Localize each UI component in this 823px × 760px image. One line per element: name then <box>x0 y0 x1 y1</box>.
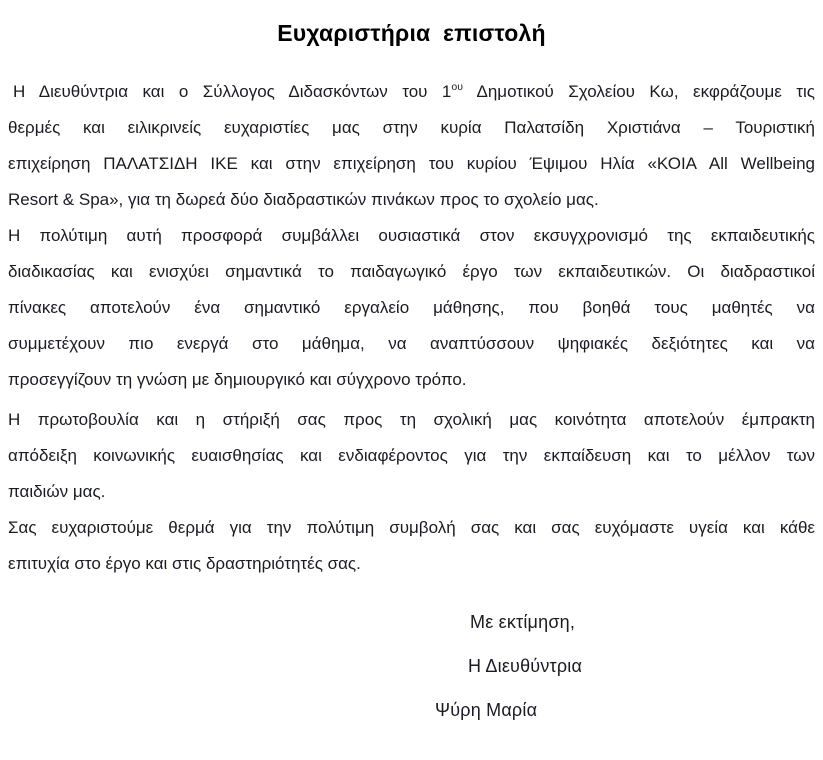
text-line: Η πρωτοβουλία και η στήριξή σας προς τη σχολική μας κοινότητα αποτελούν έμπρακτη <box>8 410 815 429</box>
text-line: διαδικασίας και ενισχύει σημαντικά το παιδαγωγικό έργο των εκπαιδευτικών. Οι διαδραστικοί <box>8 262 815 281</box>
text-line: συμμετέχουν πιο ενεργά στο μάθημα, να αναπτύσσουν ψηφιακές δεξιότητες και να <box>8 334 815 353</box>
text-line: Η πολύτιμη αυτή προσφορά συμβάλλει ουσιαστικά στον εκσυγχρονισμό της εκπαιδευτικής <box>8 226 815 245</box>
paragraph-2 <box>8 218 815 398</box>
text-line <box>8 74 815 110</box>
signatory-name: Ψύρη Μαρία <box>435 700 538 720</box>
text-line: απόδειξη κοινωνικής ευαισθησίας και ενδιαφέροντος για την εκπαίδευση και το μέλλον των <box>8 446 815 465</box>
thank-you-letter <box>0 16 823 760</box>
text-line: παιδιών μας. <box>8 482 106 501</box>
paragraph-4 <box>8 510 815 582</box>
paragraph-1 <box>8 74 815 218</box>
text-line: Σας ευχαριστούμε θερμά για την πολύτιμη συμβολή σας και σας ευχόμαστε υγεία και κάθε <box>8 518 815 537</box>
letter-title: Ευχαριστήρια επιστολή <box>277 20 546 46</box>
ordinal-superscript: ου <box>451 81 463 93</box>
text-segment: Δημοτικού Σχολείου Κω, εκφράζουμε τις <box>462 82 815 101</box>
text-line: θερμές και ειλικρινείς ευχαριστίες μας στην κυρία Παλατσίδη Χριστιάνα – Τουριστική <box>8 118 815 137</box>
letter-body <box>8 74 815 732</box>
signature-block <box>8 600 815 732</box>
text-segment: Η Διευθύντρια και ο Σύλλογος Διδασκόντων του 1 <box>13 82 452 101</box>
text-line: επιτυχία στο έργο και στις δραστηριότητές σας. <box>8 554 361 573</box>
document-page <box>0 16 823 760</box>
signatory-role: Η Διευθύντρια <box>468 656 583 676</box>
paragraph-3 <box>8 402 815 510</box>
closing-salutation: Με εκτίμηση, <box>470 612 576 632</box>
text-line: επιχείρηση ΠΑΛΑΤΣΙΔΗ ΙΚΕ και στην επιχείρηση του κυρίου Έψιμου Ηλία «ΚΟΙΑ All Wellbeing <box>8 154 815 173</box>
text-line: προσεγγίζουν τη γνώση με δημιουργικό και σύγχρονο τρόπο. <box>8 370 467 389</box>
text-line: Resort & Spa», για τη δωρεά δύο διαδραστικών πινάκων προς το σχολείο μας. <box>8 190 599 209</box>
text-line: πίνακες αποτελούν ένα σημαντικό εργαλείο μάθησης, που βοηθά τους μαθητές να <box>8 298 815 317</box>
